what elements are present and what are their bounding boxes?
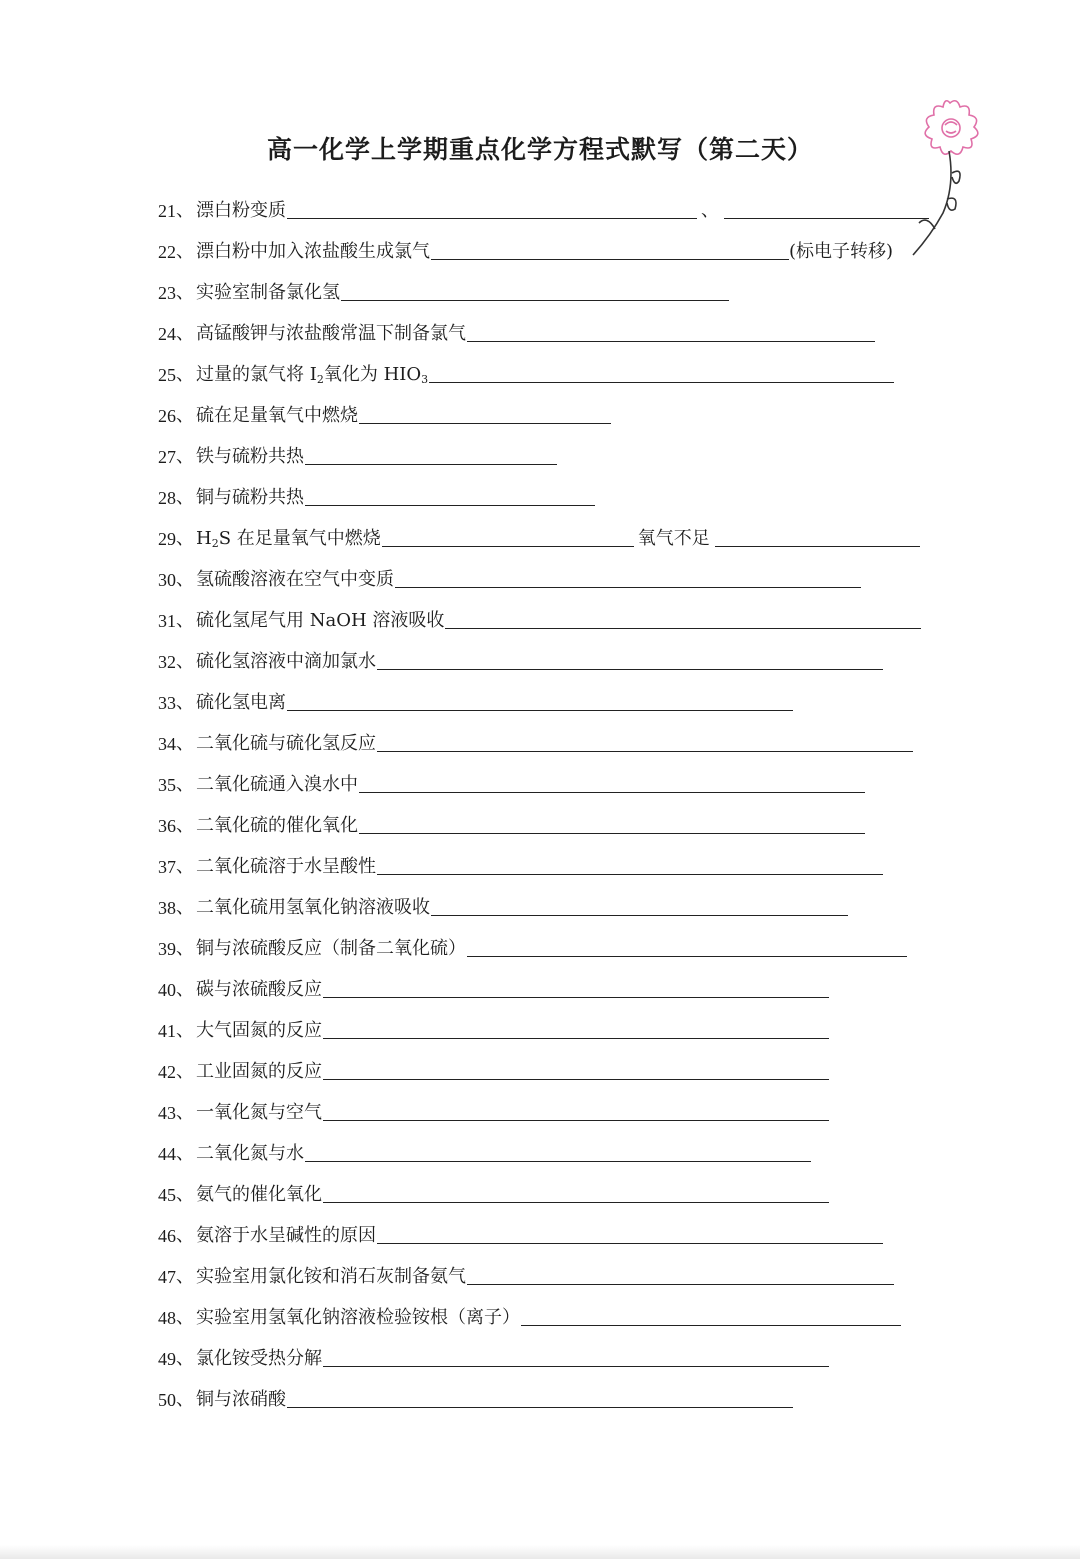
question-number: 42: [158, 1062, 176, 1082]
question-separator: 、: [176, 1061, 194, 1082]
question-row: [158, 677, 938, 718]
answer-blank[interactable]: [377, 668, 883, 670]
subscript: 2: [211, 537, 219, 550]
question-separator: 、: [176, 938, 194, 959]
question-label: 硫化氢溶液中滴加氯水: [196, 651, 376, 672]
question-separator: 、: [176, 323, 194, 344]
answer-blank[interactable]: [521, 1324, 901, 1326]
question-row: [158, 1251, 938, 1292]
question-label: 二氧化硫与硫化氢反应: [196, 733, 376, 754]
question-number: 48: [158, 1308, 176, 1328]
question-label: 碳与浓硫酸反应: [196, 979, 322, 1000]
question-label: 二氧化硫溶于水呈酸性: [196, 856, 376, 877]
question-separator: 、: [176, 1020, 194, 1041]
question-number: 27: [158, 447, 176, 467]
question-row: [158, 267, 938, 308]
question-row: [158, 1087, 938, 1128]
question-row: [158, 759, 938, 800]
question-label: 一氧化氮与空气: [196, 1102, 322, 1123]
question-label: 氨溶于水呈碱性的原因: [196, 1225, 376, 1246]
question-number: 33: [158, 693, 176, 713]
question-number: 37: [158, 857, 176, 877]
question-row: [158, 513, 938, 554]
question-number: 36: [158, 816, 176, 836]
answer-blank[interactable]: [323, 1037, 829, 1039]
answer-blank[interactable]: [377, 750, 913, 752]
question-separator: 、: [176, 774, 194, 795]
answer-blank[interactable]: [445, 627, 921, 629]
question-row: [158, 308, 938, 349]
question-label: 二氧化氮与水: [196, 1143, 304, 1164]
question-label: [196, 524, 381, 550]
question-row: [158, 800, 938, 841]
question-label: 氨气的催化氧化: [196, 1184, 322, 1205]
question-label: 工业固氮的反应: [196, 1061, 322, 1082]
question-number: 45: [158, 1185, 176, 1205]
question-label: 大气固氮的反应: [196, 1020, 322, 1041]
question-row: [158, 1046, 938, 1087]
question-number: 41: [158, 1021, 176, 1041]
page-title: 高一化学上学期重点化学方程式默写（第二天）: [266, 135, 813, 164]
answer-blank[interactable]: [323, 1119, 829, 1121]
answer-blank[interactable]: [305, 504, 595, 506]
question-row: [158, 472, 938, 513]
question-number: 49: [158, 1349, 176, 1369]
question-number: 47: [158, 1267, 176, 1287]
subscript: 2: [316, 373, 324, 386]
question-row: [158, 1374, 938, 1415]
question-row: [158, 882, 938, 923]
label-text: 过量的氯气将 I: [196, 364, 317, 385]
question-number: 28: [158, 488, 176, 508]
answer-blank[interactable]: [323, 996, 829, 998]
question-row: [158, 554, 938, 595]
answer-blank[interactable]: [715, 545, 920, 547]
inline-text: 、: [701, 200, 719, 221]
answer-blank[interactable]: [323, 1365, 829, 1367]
question-separator: 、: [176, 241, 194, 262]
question-number: 29: [158, 529, 176, 549]
question-separator: 、: [176, 569, 194, 590]
answer-blank[interactable]: [305, 1160, 811, 1162]
answer-blank[interactable]: [287, 217, 697, 219]
question-number: 23: [158, 283, 176, 303]
label-text: H: [196, 528, 212, 549]
hint-text: (标电子转移): [789, 241, 894, 262]
question-row: [158, 841, 938, 882]
question-label: 二氧化硫用氢氧化钠溶液吸收: [196, 897, 430, 918]
question-row: [158, 636, 938, 677]
question-number: 43: [158, 1103, 176, 1123]
question-row: [158, 226, 938, 267]
question-separator: 、: [176, 1143, 194, 1164]
question-separator: 、: [176, 1225, 194, 1246]
question-row: [158, 964, 938, 1005]
answer-blank[interactable]: [287, 709, 793, 711]
question-number: 30: [158, 570, 176, 590]
question-separator: 、: [176, 405, 194, 426]
question-label: 高锰酸钾与浓盐酸常温下制备氯气: [196, 323, 466, 344]
question-label: 漂白粉中加入浓盐酸生成氯气: [196, 241, 430, 262]
question-label: 铁与硫粉共热: [196, 446, 304, 467]
question-row: [158, 1005, 938, 1046]
question-separator: 、: [176, 692, 194, 713]
question-number: 34: [158, 734, 176, 754]
question-row: [158, 923, 938, 964]
question-separator: 、: [176, 733, 194, 754]
question-separator: 、: [176, 1266, 194, 1287]
question-label: 氢硫酸溶液在空气中变质: [196, 569, 394, 590]
question-label: 漂白粉变质: [196, 200, 286, 221]
inline-text: 氧气不足: [637, 528, 710, 549]
question-row: [158, 1333, 938, 1374]
answer-blank[interactable]: [323, 1201, 829, 1203]
question-separator: 、: [176, 1389, 194, 1410]
question-number: 21: [158, 201, 176, 221]
subscript: 3: [421, 373, 429, 386]
question-row: [158, 390, 938, 431]
question-label: 二氧化硫通入溴水中: [196, 774, 358, 795]
question-separator: 、: [176, 487, 194, 508]
answer-blank[interactable]: [377, 873, 883, 875]
question-label: 硫化氢电离: [196, 692, 286, 713]
answer-blank[interactable]: [431, 258, 789, 260]
question-separator: 、: [176, 446, 194, 467]
label-text: S 在足量氧气中燃烧: [218, 528, 381, 549]
question-number: 25: [158, 365, 176, 385]
question-separator: 、: [176, 1184, 194, 1205]
answer-blank[interactable]: [359, 422, 611, 424]
question-separator: 、: [176, 651, 194, 672]
answer-blank[interactable]: [341, 299, 729, 301]
question-separator: 、: [176, 1307, 194, 1328]
question-row: [158, 431, 938, 472]
question-label: 实验室用氢氧化钠溶液检验铵根（离子）: [196, 1307, 520, 1328]
answer-blank[interactable]: [467, 340, 875, 342]
question-row: [158, 349, 938, 390]
question-separator: 、: [176, 282, 194, 303]
answer-blank[interactable]: [395, 586, 861, 588]
question-number: 40: [158, 980, 176, 1000]
question-number: 38: [158, 898, 176, 918]
question-row: [158, 595, 938, 636]
question-number: 39: [158, 939, 176, 959]
answer-blank[interactable]: [431, 914, 848, 916]
question-separator: 、: [176, 200, 194, 221]
question-label: 二氧化硫的催化氧化: [196, 815, 358, 836]
question-number: 35: [158, 775, 176, 795]
question-label: 铜与浓硝酸: [196, 1389, 286, 1410]
question-separator: 、: [176, 979, 194, 1000]
question-number: 46: [158, 1226, 176, 1246]
answer-blank[interactable]: [724, 217, 929, 219]
question-separator: 、: [176, 815, 194, 836]
answer-blank[interactable]: [359, 832, 865, 834]
answer-blank[interactable]: [467, 955, 907, 957]
question-label: 实验室制备氯化氢: [196, 282, 340, 303]
question-label: 铜与硫粉共热: [196, 487, 304, 508]
question-separator: 、: [176, 856, 194, 877]
answer-blank[interactable]: [323, 1078, 829, 1080]
question-separator: 、: [176, 897, 194, 918]
question-number: 26: [158, 406, 176, 426]
question-separator: 、: [176, 610, 194, 631]
question-row: [158, 1128, 938, 1169]
question-row: [158, 1292, 938, 1333]
question-row: [158, 718, 938, 759]
question-row: [158, 185, 938, 226]
question-number: 24: [158, 324, 176, 344]
label-text: 氧化为 HIO: [323, 364, 422, 385]
question-row: [158, 1169, 938, 1210]
question-label: [196, 360, 428, 386]
answer-blank[interactable]: [359, 791, 865, 793]
question-number: 22: [158, 242, 176, 262]
question-label: 铜与浓硫酸反应（制备二氧化硫）: [196, 938, 466, 959]
question-row: [158, 1210, 938, 1251]
question-label: 氯化铵受热分解: [196, 1348, 322, 1369]
question-label: 硫化氢尾气用 NaOH 溶液吸收: [196, 610, 445, 631]
question-separator: 、: [176, 1102, 194, 1123]
question-separator: 、: [176, 1348, 194, 1369]
answer-blank[interactable]: [382, 545, 634, 547]
answer-blank[interactable]: [305, 463, 557, 465]
question-number: 32: [158, 652, 176, 672]
question-separator: 、: [176, 364, 194, 385]
question-label: 硫在足量氧气中燃烧: [196, 405, 358, 426]
answer-blank[interactable]: [377, 1242, 883, 1244]
question-number: 50: [158, 1390, 176, 1410]
question-number: 44: [158, 1144, 176, 1164]
answer-blank[interactable]: [429, 381, 894, 383]
question-number: 31: [158, 611, 176, 631]
answer-blank[interactable]: [467, 1283, 894, 1285]
page-bottom-edge: [0, 1545, 1080, 1559]
question-separator: 、: [176, 528, 194, 549]
question-label: 实验室用氯化铵和消石灰制备氨气: [196, 1266, 466, 1287]
question-list: [158, 185, 938, 1415]
answer-blank[interactable]: [287, 1406, 793, 1408]
